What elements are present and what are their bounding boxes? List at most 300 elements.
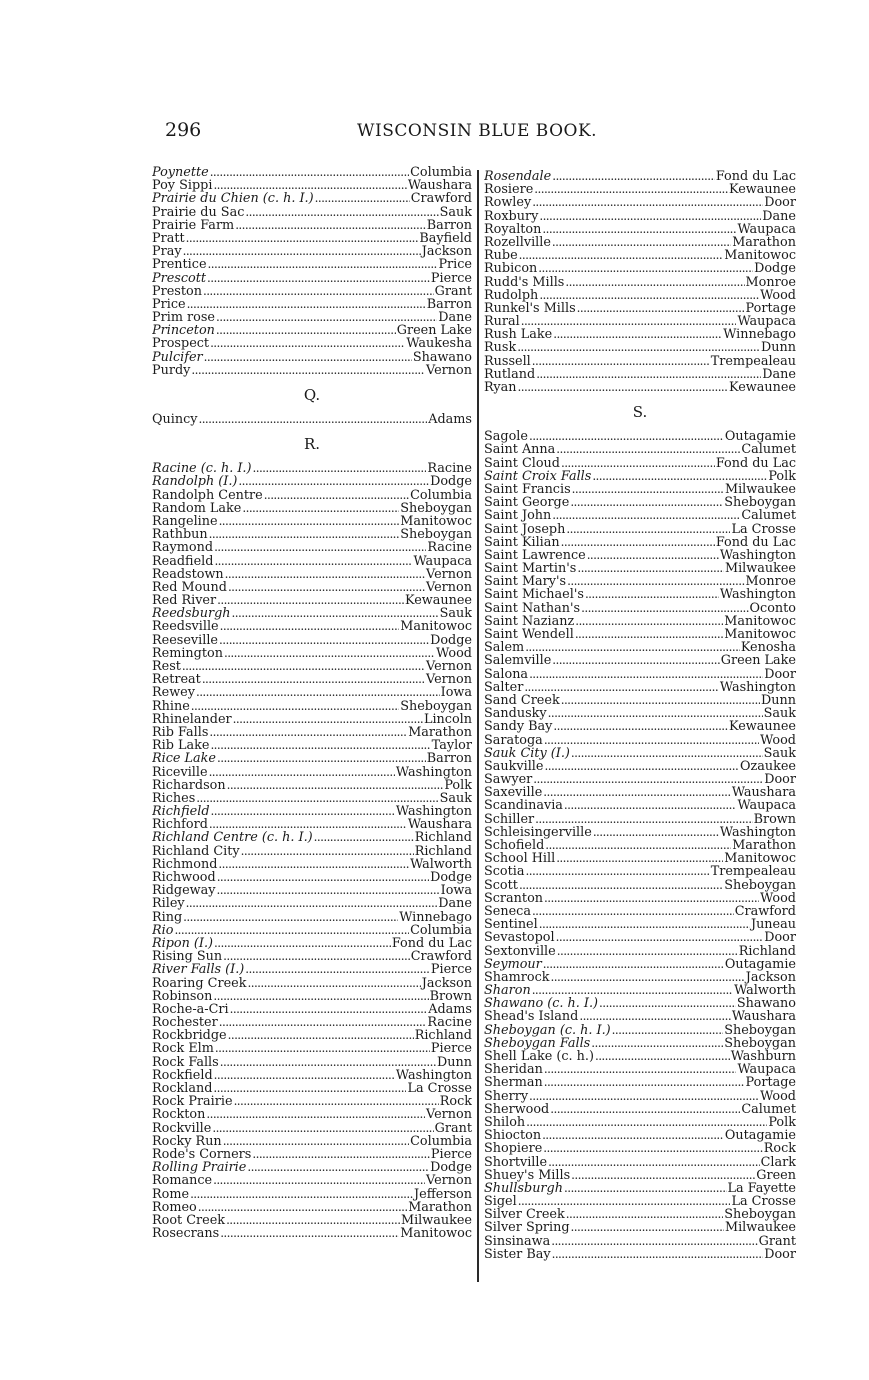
- place-name: Prentice: [152, 258, 207, 272]
- place-name: Rewey: [152, 686, 195, 700]
- county-name: Adams: [428, 1002, 472, 1017]
- list-item: [152, 528, 472, 541]
- dot-leader: [526, 1116, 767, 1129]
- county-name: Trempealeau: [710, 865, 796, 879]
- list-item: [152, 607, 472, 620]
- dot-leader: [551, 1235, 757, 1248]
- dot-leader: [209, 766, 395, 779]
- list-item: [484, 707, 796, 720]
- dot-leader: [228, 1029, 414, 1042]
- county-name: Waupaca: [413, 554, 472, 568]
- list-item: [484, 879, 796, 892]
- dot-leader: [228, 581, 425, 594]
- list-item: [484, 799, 796, 812]
- place-name: Saint Francis: [484, 482, 571, 497]
- county-name: Manitowoc: [724, 249, 796, 263]
- place-name: Richland Centre (c. h. I.): [152, 831, 313, 845]
- place-name: Ring: [152, 910, 183, 924]
- dot-leader: [214, 541, 426, 554]
- county-name: Vernon: [426, 363, 472, 377]
- dot-leader: [577, 302, 745, 315]
- county-name: Pierce: [430, 1147, 472, 1162]
- list-item: [152, 779, 472, 792]
- county-name: Dane: [438, 311, 472, 325]
- place-name: Rhinelander: [152, 712, 232, 726]
- list-item: [152, 192, 472, 205]
- county-name: Iowa: [440, 884, 472, 898]
- right-column: [484, 170, 796, 1261]
- dot-leader: [542, 1129, 724, 1142]
- section-heading-r: R.: [303, 435, 321, 454]
- place-name: Rangeline: [152, 514, 218, 529]
- list-item: [484, 931, 796, 944]
- place-name: Shawano (c. h. I.): [484, 997, 599, 1011]
- county-name: Brown: [753, 812, 796, 826]
- dot-leader: [253, 462, 427, 475]
- county-name: Jackson: [745, 970, 796, 985]
- county-name: Clark: [760, 1155, 796, 1169]
- county-name: Polk: [444, 778, 472, 792]
- dot-leader: [544, 892, 759, 905]
- county-name: Vernon: [426, 673, 472, 687]
- dot-leader: [579, 1010, 731, 1023]
- county-name: Racine: [427, 1016, 472, 1030]
- list-item: [152, 1161, 472, 1174]
- place-name: Readfield: [152, 554, 214, 568]
- dot-leader: [214, 1069, 395, 1082]
- county-name: Manitowoc: [400, 620, 472, 634]
- place-name: Retreat: [152, 673, 201, 687]
- county-name: Sheboygan: [400, 699, 472, 713]
- list-item: [152, 515, 472, 528]
- place-name: School Hill: [484, 852, 556, 866]
- dot-leader: [538, 262, 753, 275]
- dot-leader: [219, 515, 400, 528]
- list-item: [484, 654, 796, 667]
- list-item: [152, 462, 472, 475]
- place-name: Saint George: [484, 496, 570, 510]
- list-item: [484, 302, 796, 315]
- dot-leader: [612, 1024, 724, 1037]
- county-name: Monroe: [745, 275, 796, 289]
- county-name: Dodge: [430, 475, 472, 489]
- dot-leader: [566, 523, 730, 536]
- place-name: Rock Prairie: [152, 1095, 233, 1109]
- dot-leader: [532, 984, 733, 997]
- place-name: Richardson: [152, 778, 226, 792]
- place-name: Sherry: [484, 1089, 529, 1103]
- list-item: [484, 575, 796, 588]
- list-item: [484, 276, 796, 289]
- list-item: [484, 509, 796, 522]
- list-item: [152, 364, 472, 377]
- list-item: [484, 341, 796, 354]
- county-name: Sauk: [439, 791, 472, 806]
- place-name: Sauk City (I.): [484, 746, 570, 760]
- county-name: Dodge: [430, 633, 472, 647]
- list-item: [484, 1103, 796, 1116]
- list-item: [152, 726, 472, 739]
- page-number: 296: [165, 119, 202, 141]
- county-name: Dane: [762, 209, 796, 223]
- county-name: Walworth: [734, 984, 796, 998]
- place-name: Roche-a-Cri: [152, 1002, 229, 1017]
- dot-leader: [245, 206, 438, 219]
- list-item: [484, 355, 796, 368]
- list-item: [484, 1010, 796, 1023]
- place-name: Saukville: [484, 759, 544, 774]
- place-name: Scotia: [484, 865, 525, 879]
- dot-leader: [183, 245, 421, 258]
- county-name: Sauk: [763, 746, 796, 760]
- dot-leader: [553, 720, 728, 733]
- list-item: [484, 549, 796, 562]
- county-name: Racine: [427, 462, 472, 476]
- list-item: [484, 588, 796, 601]
- list-item: [152, 1003, 472, 1016]
- dot-leader: [552, 1248, 764, 1261]
- list-item: [484, 249, 796, 262]
- county-name: Marathon: [732, 839, 796, 853]
- county-name: Adams: [428, 413, 472, 427]
- list-item: [152, 351, 472, 364]
- dot-leader: [575, 628, 723, 641]
- dot-leader: [248, 977, 421, 990]
- list-item: [152, 766, 472, 779]
- dot-leader: [566, 1208, 723, 1221]
- place-name: Rochester: [152, 1016, 218, 1030]
- county-name: Washington: [719, 680, 796, 694]
- list-item: [484, 839, 796, 852]
- dot-leader: [206, 1108, 425, 1121]
- list-item: [152, 324, 472, 337]
- list-item: [152, 647, 472, 660]
- dot-leader: [556, 443, 740, 456]
- list-item: [152, 739, 472, 752]
- list-item: [484, 694, 796, 707]
- list-item: [484, 892, 796, 905]
- place-name: Sharon: [484, 984, 531, 998]
- list-item: [152, 541, 472, 554]
- place-name: River Falls (I.): [152, 963, 245, 977]
- county-name: Waushara: [731, 786, 796, 800]
- list-item: [484, 1090, 796, 1103]
- dot-leader: [526, 865, 710, 878]
- county-name: Columbia: [410, 923, 472, 937]
- list-item: [152, 700, 472, 713]
- place-name: Saint Cloud: [484, 456, 560, 470]
- dot-leader: [571, 1169, 755, 1182]
- list-item: [484, 945, 796, 958]
- county-name: La Fayette: [727, 1181, 796, 1196]
- place-name: Sinsinawa: [484, 1234, 551, 1248]
- place-name: Riches: [152, 791, 196, 806]
- list-item: [152, 805, 472, 818]
- county-name: Wood: [760, 733, 796, 747]
- place-name: Robinson: [152, 989, 213, 1003]
- county-name: Waupaca: [737, 315, 796, 329]
- left-column: [152, 166, 472, 1240]
- dot-leader: [232, 607, 439, 620]
- county-name: Vernon: [426, 580, 472, 595]
- place-name: Shopiere: [484, 1142, 543, 1156]
- dot-leader: [544, 760, 739, 773]
- list-item: [484, 602, 796, 615]
- place-name: Rozellville: [484, 235, 551, 250]
- dot-leader: [187, 298, 426, 311]
- county-name: Marathon: [732, 235, 796, 250]
- dot-leader: [587, 549, 719, 562]
- place-name: Ryan: [484, 381, 517, 395]
- dot-leader: [191, 700, 399, 713]
- county-name: Shawano: [412, 350, 472, 364]
- list-item: [152, 686, 472, 699]
- dot-leader: [521, 315, 737, 328]
- list-item: [152, 1056, 472, 1069]
- place-name: Saint Croix Falls: [484, 469, 592, 483]
- list-item: [484, 905, 796, 918]
- county-name: Sheboygan: [400, 501, 472, 515]
- county-name: Vernon: [426, 660, 472, 674]
- place-name: Richmond: [152, 857, 218, 871]
- place-name: Prairie du Chien (c. h. I.): [152, 192, 314, 206]
- place-name: Poynette: [152, 166, 209, 180]
- column-divider: [477, 170, 479, 1282]
- list-item: [484, 958, 796, 971]
- dot-leader: [592, 470, 767, 483]
- list-item: [484, 668, 796, 681]
- county-name: Ozaukee: [739, 759, 796, 774]
- place-name: Roaring Creek: [152, 976, 247, 990]
- list-item: [484, 641, 796, 654]
- dot-leader: [216, 311, 437, 324]
- dot-leader: [218, 858, 409, 871]
- list-item: [484, 562, 796, 575]
- entry-list: [484, 430, 796, 1261]
- place-name: Sandusky: [484, 707, 547, 721]
- county-name: Milwaukee: [724, 1221, 796, 1235]
- list-item: [152, 831, 472, 844]
- dot-leader: [210, 739, 430, 752]
- list-item: [152, 219, 472, 232]
- list-item: [152, 245, 472, 258]
- county-name: Calumet: [741, 1102, 796, 1116]
- list-item: [152, 298, 472, 311]
- place-name: Seneca: [484, 904, 531, 919]
- place-name: Seymour: [484, 957, 542, 971]
- dot-leader: [209, 528, 400, 541]
- place-name: Saratoga: [484, 733, 543, 747]
- county-name: Sheboygan: [724, 1023, 796, 1037]
- list-item: [152, 272, 472, 285]
- place-name: Sagole: [484, 430, 528, 444]
- dot-leader: [561, 457, 715, 470]
- county-name: Vernon: [426, 567, 472, 581]
- place-name: Rockland: [152, 1082, 213, 1096]
- dot-leader: [519, 249, 724, 262]
- county-name: Richland: [414, 1029, 472, 1043]
- dot-leader: [183, 911, 398, 924]
- county-name: Fond du Lac: [391, 936, 472, 951]
- list-item: [484, 1129, 796, 1142]
- county-name: Grant: [434, 1121, 472, 1135]
- list-item: [152, 206, 472, 219]
- dot-leader: [220, 620, 400, 633]
- place-name: Rocky Run: [152, 1134, 222, 1148]
- list-item: [152, 634, 472, 647]
- county-name: Dane: [762, 367, 796, 381]
- dot-leader: [226, 1214, 400, 1227]
- place-name: Sentinel: [484, 918, 538, 932]
- dot-leader: [571, 747, 763, 760]
- place-name: Root Creek: [152, 1213, 226, 1228]
- dot-leader: [539, 210, 761, 223]
- county-name: Waukesha: [406, 337, 472, 351]
- county-name: Washington: [395, 765, 472, 779]
- place-name: Riceville: [152, 765, 208, 779]
- list-item: [152, 1082, 472, 1095]
- dot-leader: [198, 1201, 407, 1214]
- list-item: [152, 620, 472, 633]
- list-item: [152, 660, 472, 673]
- place-name: Rusk: [484, 341, 517, 355]
- dot-leader: [233, 713, 423, 726]
- dot-leader: [217, 871, 429, 884]
- list-item: [484, 720, 796, 733]
- place-name: Ripon (I.): [152, 936, 214, 951]
- place-name: Sextonville: [484, 944, 556, 958]
- place-name: Rising Sun: [152, 950, 223, 964]
- county-name: Wood: [760, 1089, 796, 1103]
- county-name: Richland: [414, 844, 472, 858]
- list-item: [484, 1142, 796, 1155]
- dot-leader: [544, 1063, 737, 1076]
- list-item: [152, 1016, 472, 1029]
- dot-leader: [553, 328, 722, 341]
- place-name: Saint Joseph: [484, 522, 566, 536]
- list-item: [152, 502, 472, 515]
- place-name: Scranton: [484, 891, 544, 905]
- county-name: Vernon: [426, 1174, 472, 1188]
- place-name: Random Lake: [152, 501, 242, 515]
- county-name: Dodge: [754, 262, 796, 276]
- county-name: Trempealeau: [710, 354, 796, 368]
- place-name: Sawyer: [484, 773, 533, 787]
- county-name: Pierce: [430, 1042, 472, 1056]
- county-name: Pierce: [430, 271, 472, 285]
- county-name: Green Lake: [720, 654, 796, 668]
- place-name: Silver Spring: [484, 1221, 570, 1235]
- dot-leader: [564, 799, 737, 812]
- list-item: [152, 1122, 472, 1135]
- list-item: [484, 773, 796, 786]
- dot-leader: [581, 602, 748, 615]
- place-name: Saint Anna: [484, 443, 556, 457]
- dot-leader: [544, 734, 759, 747]
- dot-leader: [539, 289, 759, 302]
- list-item: [484, 1050, 796, 1063]
- county-name: Waushara: [731, 1010, 796, 1024]
- dot-leader: [550, 1103, 740, 1116]
- county-name: Washington: [395, 805, 472, 819]
- place-name: Poy Sippi: [152, 179, 213, 193]
- list-item: [152, 673, 472, 686]
- dot-leader: [220, 1227, 399, 1240]
- county-name: Green: [756, 1168, 796, 1182]
- county-name: Milwaukee: [724, 562, 796, 576]
- place-name: Shamrock: [484, 970, 550, 985]
- dot-leader: [217, 594, 404, 607]
- county-name: Washington: [719, 548, 796, 563]
- county-name: Dane: [438, 897, 472, 911]
- place-name: Reedsburgh: [152, 607, 231, 621]
- dot-leader: [548, 707, 763, 720]
- dot-leader: [575, 615, 723, 628]
- dot-leader: [548, 1156, 760, 1169]
- dot-leader: [210, 337, 405, 350]
- county-name: La Crosse: [731, 522, 796, 536]
- county-name: Sauk: [439, 607, 472, 621]
- county-name: Washington: [719, 825, 796, 839]
- list-item: [152, 911, 472, 924]
- place-name: Purdy: [152, 363, 191, 377]
- list-item: [484, 1076, 796, 1089]
- list-item: [152, 752, 472, 765]
- place-name: Salter: [484, 680, 524, 694]
- place-name: Sheboygan Falls: [484, 1036, 591, 1050]
- county-name: Waushara: [407, 818, 472, 832]
- county-name: Shawano: [736, 997, 796, 1011]
- county-name: Lincoln: [423, 712, 472, 726]
- place-name: Rest: [152, 660, 181, 674]
- list-item: [152, 1108, 472, 1121]
- place-name: Rhine: [152, 699, 190, 713]
- list-item: [152, 1227, 472, 1240]
- place-name: Price: [152, 297, 186, 312]
- dot-leader: [186, 232, 419, 245]
- list-item: [152, 1214, 472, 1227]
- list-item: [484, 1024, 796, 1037]
- place-name: Remington: [152, 646, 223, 660]
- county-name: Dunn: [761, 693, 796, 708]
- list-item: [152, 258, 472, 271]
- county-name: Sheboygan: [724, 496, 796, 510]
- list-item: [484, 1182, 796, 1195]
- county-name: Milwaukee: [724, 482, 796, 497]
- page-title: WISCONSIN BLUE BOOK.: [357, 121, 598, 141]
- place-name: Russell: [484, 354, 531, 368]
- list-item: [152, 594, 472, 607]
- place-name: Reeseville: [152, 633, 219, 647]
- place-name: Saint Kilian: [484, 535, 560, 549]
- county-name: Oconto: [749, 601, 796, 615]
- dot-leader: [593, 826, 719, 839]
- place-name: Saxeville: [484, 786, 543, 800]
- list-item: [484, 681, 796, 694]
- dot-leader: [556, 852, 723, 865]
- county-name: Crawford: [410, 950, 472, 964]
- county-name: Winnebago: [399, 910, 472, 924]
- dot-leader: [532, 905, 734, 918]
- place-name: Red Mound: [152, 580, 227, 595]
- county-name: Manitowoc: [400, 514, 472, 529]
- county-name: Fond du Lac: [715, 170, 796, 184]
- county-name: Rock: [439, 1095, 472, 1109]
- list-item: [484, 997, 796, 1010]
- place-name: Saint Nazianz: [484, 614, 575, 628]
- list-item: [484, 170, 796, 183]
- list-item: [484, 457, 796, 470]
